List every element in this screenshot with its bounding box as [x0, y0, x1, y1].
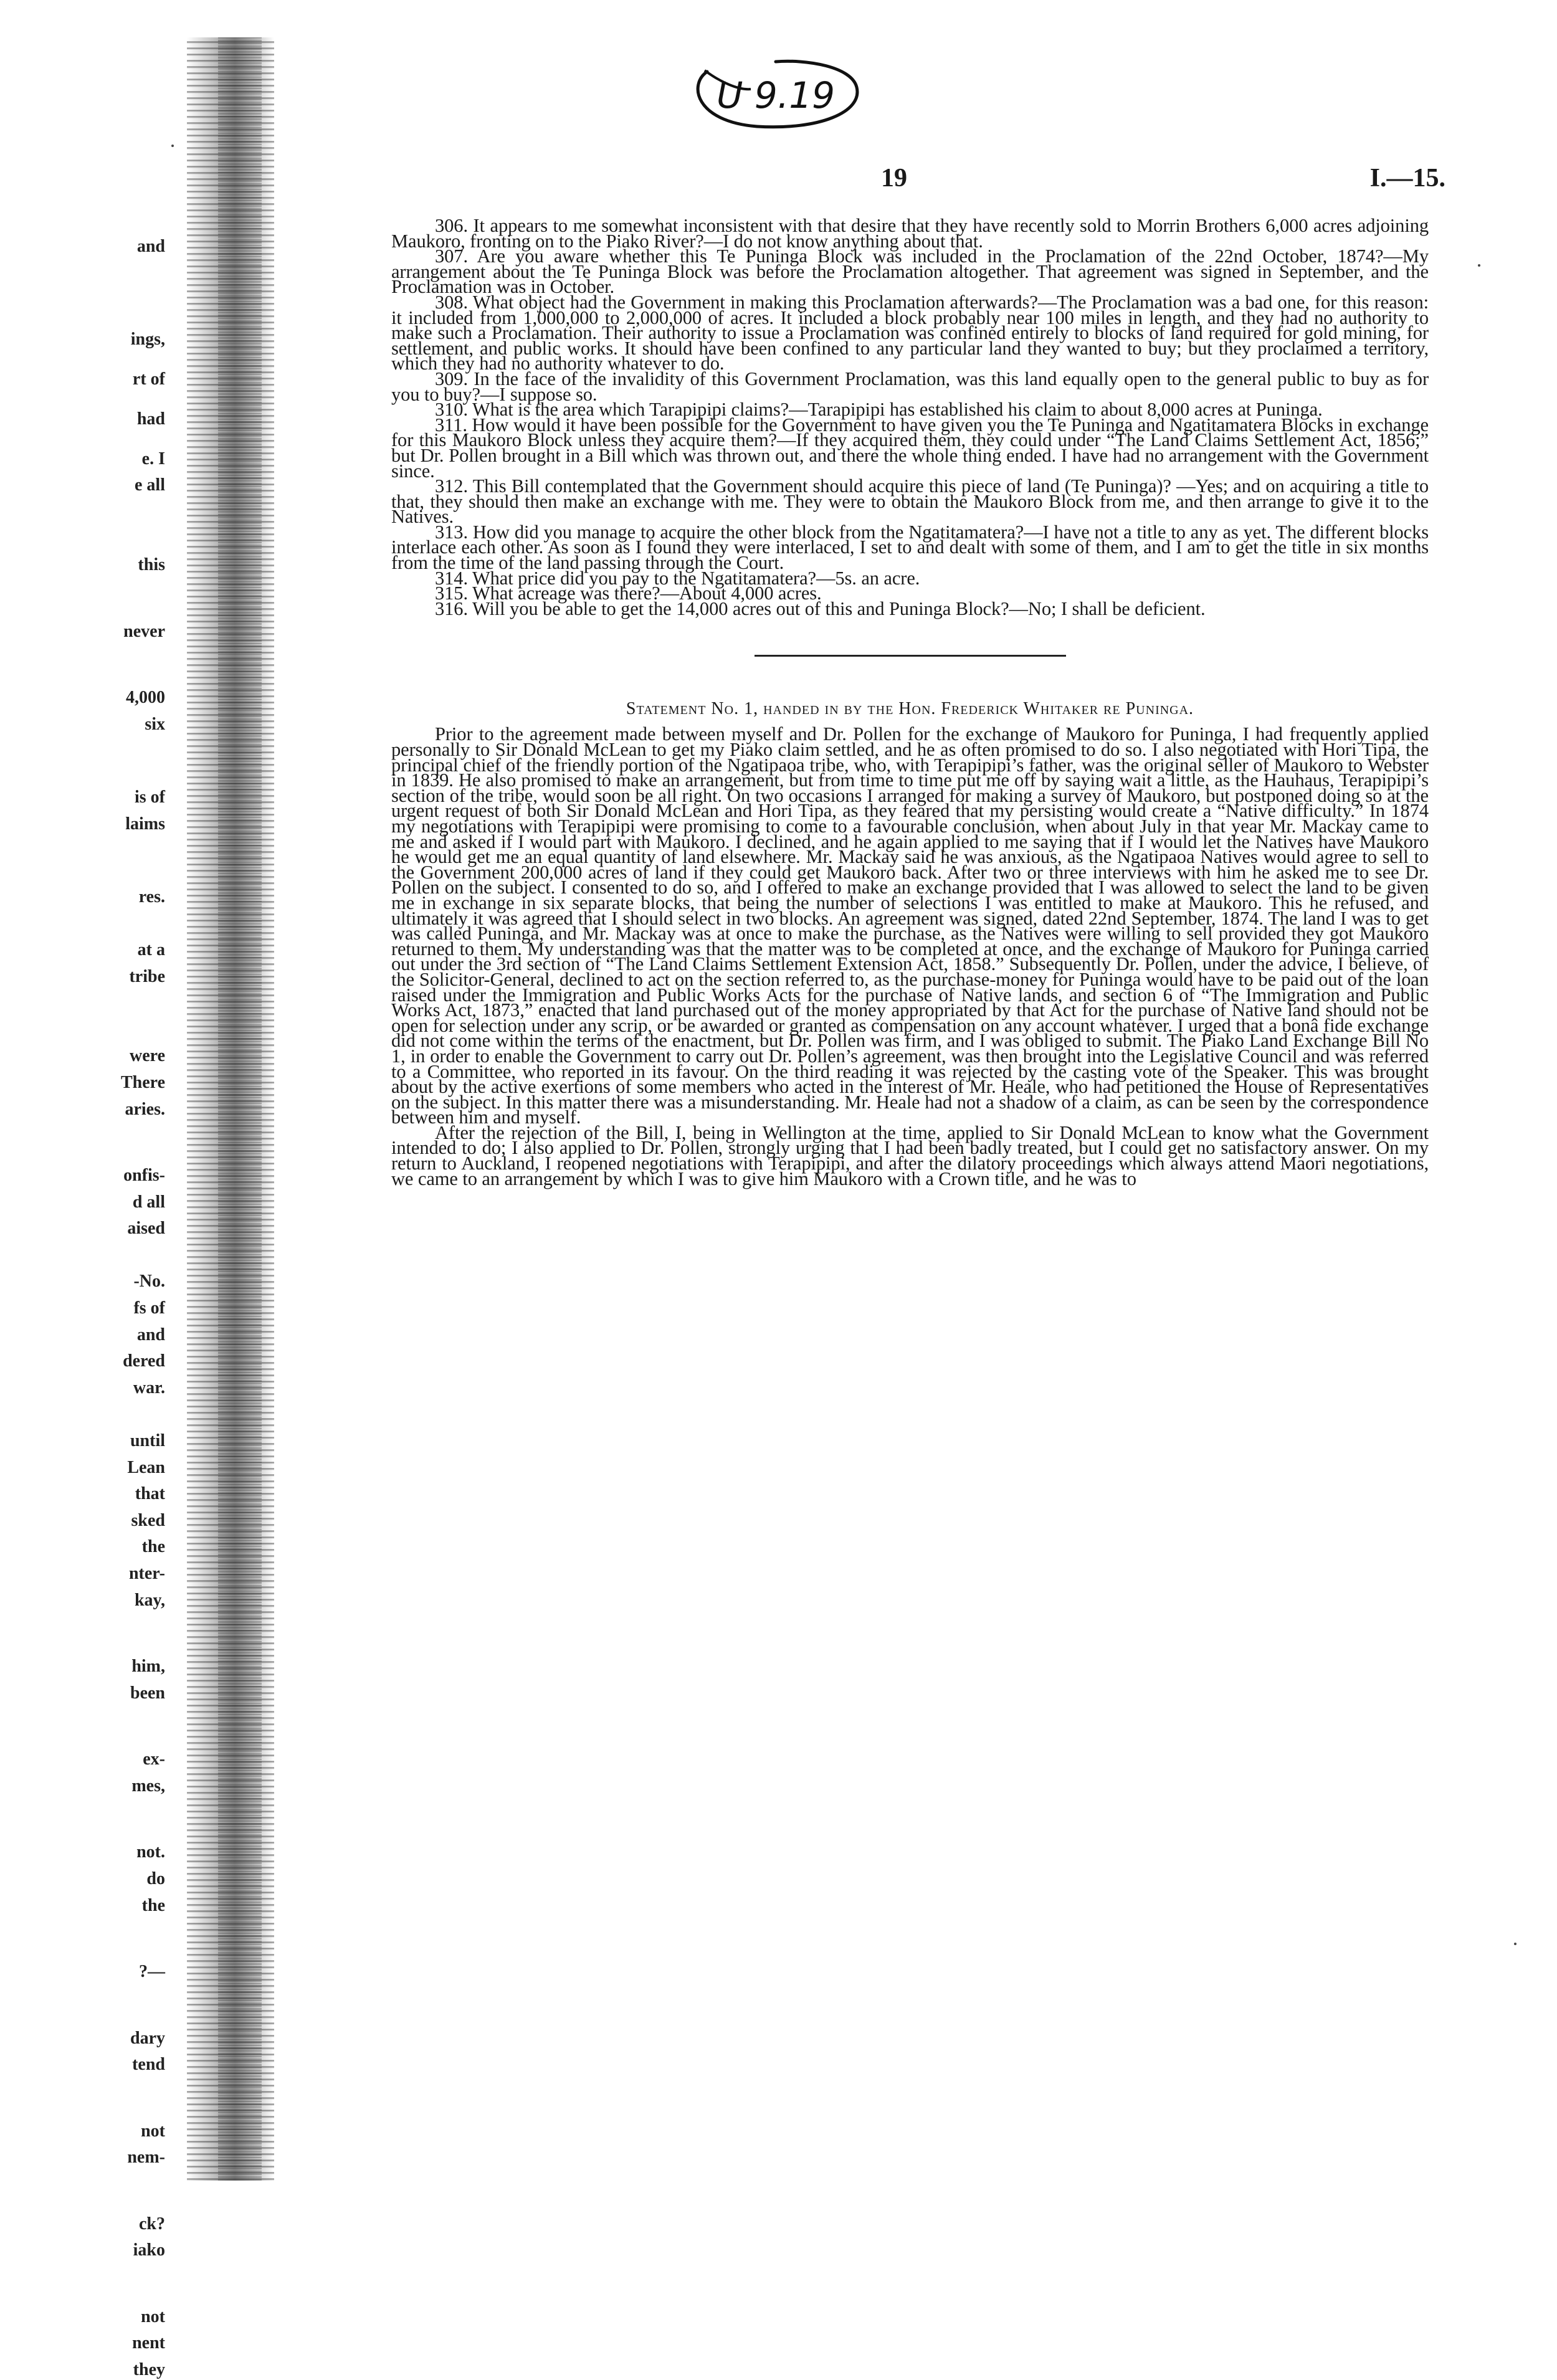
bleed-through-fragment: fs of: [133, 1298, 165, 1318]
bleed-through-fragment: tend: [132, 2055, 165, 2075]
bleed-through-fragment: war.: [133, 1378, 165, 1397]
bleed-through-fragment: and: [136, 1325, 165, 1345]
bleed-through-fragment: e. I: [141, 449, 165, 469]
binding-shadow-texture: [218, 37, 262, 2181]
statement-title: Statement No. 1, handed in by the Hon. Frederick Whitaker re Puninga.: [626, 699, 1194, 719]
bleed-through-fragment: were: [130, 1046, 165, 1066]
bleed-through-fragment: d all: [132, 1192, 165, 1212]
bleed-through-fragment: six: [145, 714, 165, 734]
scan-speck: [171, 145, 174, 147]
bleed-through-fragment: and: [136, 237, 165, 256]
bleed-through-fragment: aries.: [125, 1099, 165, 1119]
handwritten-annotation: [682, 53, 869, 134]
question-310: 310. What is the area which Tarapipipi claims?—Tarapipipi has established his claim to about 8,000 acres at Puninga.: [435, 399, 1323, 421]
scan-speck: [1514, 1943, 1517, 1945]
bleed-through-fragment: laims: [125, 814, 165, 834]
bleed-through-fragment: e all: [135, 475, 165, 495]
bleed-through-fragment: -No.: [133, 1272, 165, 1292]
bleed-through-fragment: until: [130, 1431, 165, 1450]
annotation-text: U 9.19: [716, 74, 836, 117]
bleed-through-fragment: nem-: [127, 2148, 165, 2168]
question-312: 312. This Bill contemplated that the Government should acquire this piece of land (Te Puninga)? —Yes; and on acquiring a title to that, they should then make an exchange with me. They were to obtain the Maukoro Block from me, and then arrange to give it to the Natives.: [391, 475, 1429, 528]
bleed-through-fragment: not: [141, 2306, 165, 2326]
bleed-through-fragment: sked: [131, 1510, 165, 1530]
bleed-through-fragment: ck?: [139, 2214, 165, 2234]
bleed-through-fragment: not: [141, 2121, 165, 2141]
bleed-through-fragment: been: [130, 1683, 165, 1703]
statement-paragraph: Prior to the agreement made between myself and Dr. Pollen for the exchange of Maukoro for Puninga, I had frequently applied personally to Sir Donald McLean to get my Piako claim settled, and he as often promised to do so. I also negotiated with Hori Tipa, the principal chief of the friendly portion of the Ngatipaoa tribe, who, with Terapipipi’s father, was the original seller of Maukoro to Webster in 1839. He also promised to make an arrangement, but from time to time put me off by saying wait a little, as the Hauhaus, Terapipipi’s section of the tribe, would soon be all right. On two occasions I arranged for making a survey of Maukoro, but postponed doing so at the urgent request of both Sir Donald McLean and Hori Tipa, as they feared that my persisting would create a “Native difficulty.” In 1874 my negotiations with Terapipipi were promising to come to a favourable conclusion, when about July in that year Mr. Mackay came to me and asked if I would part with Maukoro. I declined, and he again applied to me saying that if I would let the Natives have Maukoro he would get me an equal quantity of land elsewhere. Mr. Mackay said he was anxious, as the Ngatipaoa Natives would agree to sell to the Government 200,000 acres of land if they could get Maukoro back. After two or three interviews with him he asked me to see Dr. Pollen on the subject. I consented to do so, and I offered to make an exchange provided that I was allowed to select the land to be given me in exchange in six separate blocks, that being the number of selections I was entitled to make at Maukoro. This he refused, and ultimately it was agreed that I should select in two blocks. An agreement was signed, dated 22nd September, 1874. The land I was to get was called Puninga, and Mr. Mackay was at once to make the purchase, as the Natives were willing to sell provided they got Maukoro returned to them. My understanding was that the matter was to be completed at once, and the exchange of Maukoro for Puninga carried out under the 3rd section of “The Land Claims Settlement Extension Act, 1858.” Subsequently Dr. Pollen, under the advice, I believe, of the Solicitor-General, declined to act on the section referred to, as the purchase-money for Puninga would have to be paid out of the loan raised under the Immigration and Public Works Acts for the purchase of Native lands, and section 6 of “The Immigration and Public Works Act, 1873,” enacted that land purchased out of the money appropriated by that Act for the purchase of Native land should not be open for selection under any scrip, or be awarded or granted as compensation on any account whatever. I urged that a bonâ fide exchange did not come within the terms of the enactment, but Dr. Pollen was firm, and I was obliged to submit. The Piako Land Exchange Bill No 1, in order to enable the Government to carry out Dr. Pollen’s agreement, was then brought into the Legislative Council and was referred to a Committee, who reported in its favour. On the third reading it was rejected by the casting vote of the Speaker. This was brought about by the active exertions of some members who acted in the interest of Mr. Heale, who had petitioned the House of Representatives on the subject. In this matter there was a misunderstanding. Mr. Heale had not a shadow of a claim, as can be seen by the correspondence between him and myself.: [391, 723, 1429, 1128]
bleed-through-fragment: at a: [137, 940, 165, 959]
bleed-through-fragment: the: [141, 1537, 165, 1557]
bleed-through-fragment: they: [133, 2360, 165, 2379]
bleed-through-fragment: the: [141, 1895, 165, 1915]
bleed-through-fragment: Lean: [127, 1457, 165, 1477]
bleed-through-fragment: ex-: [143, 1749, 165, 1769]
bleed-through-fragment: nent: [132, 2333, 165, 2353]
bleed-through-fragment: tribe: [129, 966, 165, 986]
bleed-through-fragment: this: [138, 555, 165, 575]
bleed-through-fragment: 4,000: [126, 688, 165, 708]
question-314: 314. What price did you pay to the Ngatitamatera?—5s. an acre.: [435, 567, 920, 589]
section-divider: [755, 655, 1066, 657]
bleed-through-fragment: not.: [136, 1842, 165, 1862]
bleed-through-fragment: kay,: [134, 1590, 165, 1610]
question-307: 307. Are you aware whether this Te Puninga Block was included in the Proclamation of the 22nd October, 1874?—My arrangement about the Te Puninga Block was before the Proclamation altogether. That agreement was signed in September, and the Proclamation was in October.: [391, 245, 1429, 298]
bleed-through-fragment: onfis-: [123, 1166, 165, 1185]
bleed-through-fragment: dered: [123, 1351, 165, 1371]
question-311: 311. How would it have been possible for the Government to have given you the Te Puninga and Ngatitamatera Blocks in exchange for this Maukoro Block unless they acquire them?—If they acquired them, they could under “The Land Claims Settlement Act, 1856;” but Dr. Pollen brought in a Bill which was thrown out, and there the whole thing ended. I have had no arrangement with the Government since.: [391, 414, 1429, 482]
page-number: 19: [881, 164, 907, 193]
bleed-through-fragment: dary: [130, 2028, 165, 2048]
bleed-through-fragment: had: [136, 409, 165, 429]
question-316: 316. Will you be able to get the 14,000 acres out of this and Puninga Block?—No; I shall be deficient.: [435, 597, 1206, 619]
bleed-through-fragment: ?—: [139, 1962, 165, 1981]
bleed-through-fragment: There: [120, 1072, 165, 1092]
question-306: 306. It appears to me somewhat inconsistent with that desire that they have recently sold to Morrin Brothers 6,000 acres adjoining Maukoro, fronting on to the Piako River?—I do not know anything about that.: [391, 215, 1429, 252]
question-309: 309. In the face of the invalidity of this Government Proclamation, was this land equally open to the general public to buy as for you to buy?—I suppose so.: [391, 368, 1429, 405]
bleed-through-fragment: nter-: [128, 1564, 165, 1583]
bleed-through-fragment: that: [135, 1484, 165, 1504]
bleed-through-fragment: ings,: [130, 330, 165, 350]
bleed-through-fragment: him,: [131, 1657, 165, 1677]
bleed-through-fragment: never: [123, 621, 165, 641]
bleed-through-fragment: is of: [135, 787, 165, 807]
bleed-through-fragment: mes,: [131, 1776, 165, 1796]
bleed-through-fragment: aised: [127, 1219, 165, 1239]
document-reference: I.—15.: [1369, 164, 1445, 193]
question-315: 315. What acreage was there?—About 4,000 acres.: [435, 583, 822, 604]
question-313: 313. How did you manage to acquire the other block from the Ngatitamatera?—I have not a title to any as yet. The different blocks interlace each other. As soon as I found they were interlaced, I set to and dealt with some of them, and I am to get the title in six months from the time of the land passing through the Court.: [391, 521, 1429, 574]
question-308: 308. What object had the Government in making this Proclamation afterwards?—The Proclamation was a bad one, for this reason: it included from 1,000,000 to 2,000,000 of acres. It included a block probably near 100 miles in length, and they had no authority to make such a Proclamation. Their authority to issue a Proclamation was confined entirely to blocks of land required for gold mining, for settlement, and public works. It should have been confined to any particular land they wanted to buy; but they proclaimed a territory, which they had no authority whatever to do.: [391, 291, 1429, 374]
scan-speck: [1478, 264, 1480, 267]
bleed-through-fragment: rt of: [132, 369, 165, 389]
statement-paragraph: After the rejection of the Bill, I, being in Wellington at the time, applied to Sir Donald McLean to know what the Government intended to do; I also applied to Dr. Pollen, strongly urging that I had been badly treated, but I could get no satisfactory answer. On my return to Auckland, I reopened negotiations with Terapipipi, and after the dilatory proceedings which always attend Maori negotiations, we came to an arrangement by which I was to give him Maukoro with a Crown title, and he was to: [391, 1121, 1429, 1189]
bleed-through-fragment: iako: [133, 2240, 165, 2260]
bleed-through-fragment: res.: [138, 887, 165, 907]
bleed-through-fragment: do: [146, 1868, 165, 1888]
page-body: [391, 215, 1429, 1189]
